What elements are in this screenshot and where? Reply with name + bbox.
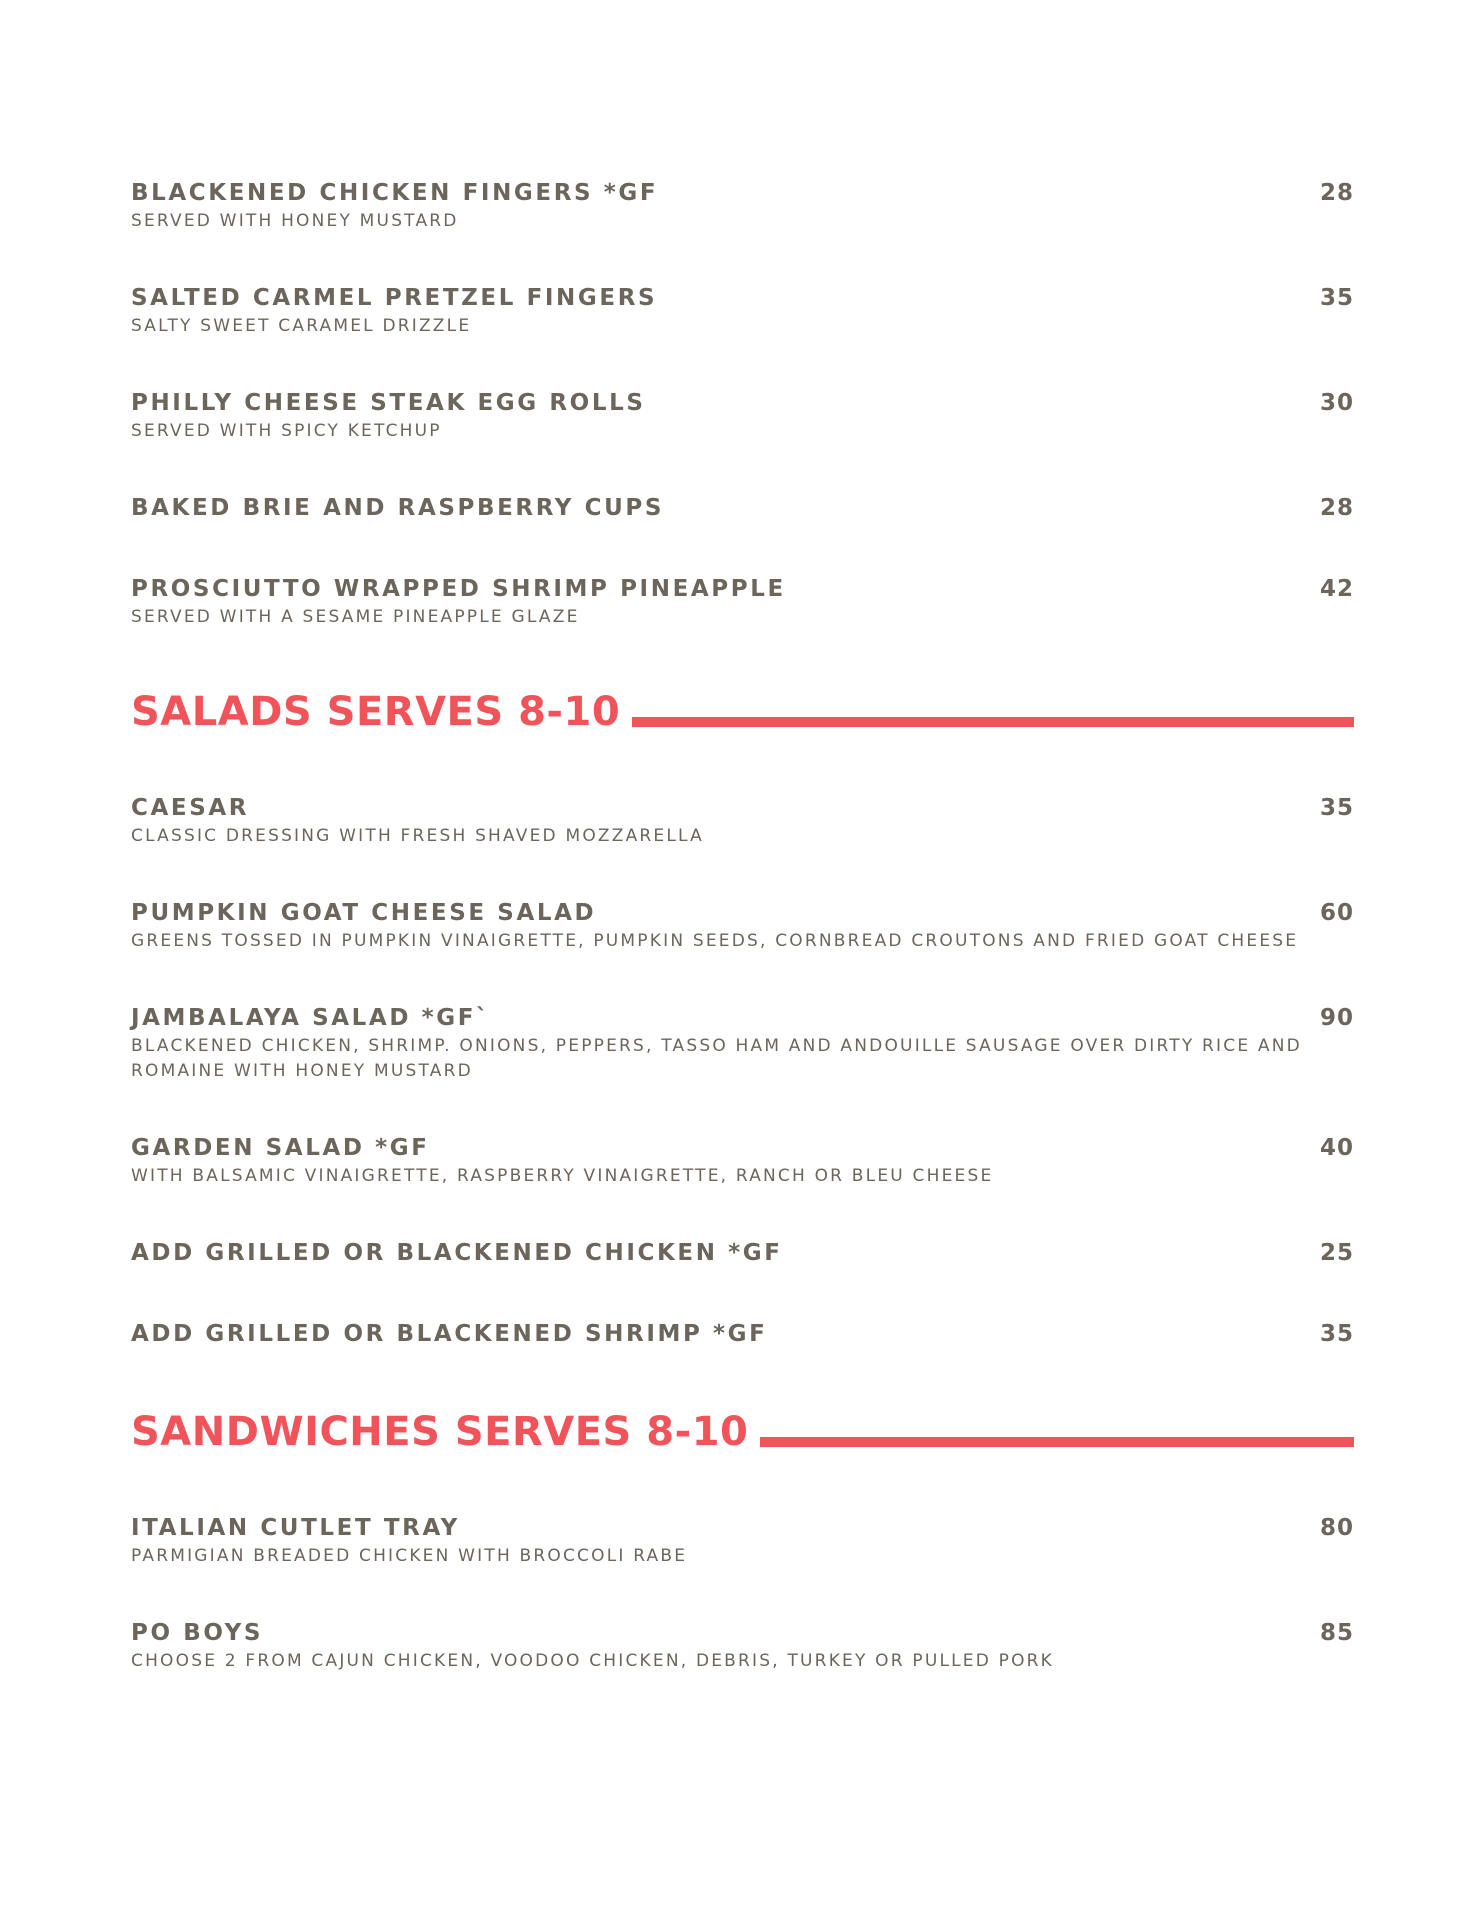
item-description: SERVED WITH A SESAME PINEAPPLE GLAZE (131, 607, 580, 627)
item-name: GARDEN SALAD *GF (131, 1135, 430, 1161)
item-name: SALTED CARMEL PRETZEL FINGERS (131, 285, 658, 311)
item-name: BLACKENED CHICKEN FINGERS *GF (131, 180, 659, 206)
item-price: 28 (1319, 180, 1354, 206)
item-price: 30 (1319, 390, 1354, 416)
item-name: PO BOYS (131, 1620, 264, 1646)
item-price: 80 (1319, 1515, 1354, 1541)
item-name: PHILLY CHEESE STEAK EGG ROLLS (131, 390, 646, 416)
item-name: PROSCIUTTO WRAPPED SHRIMP PINEAPPLE (131, 576, 786, 602)
item-description: SERVED WITH SPICY KETCHUP (131, 421, 442, 441)
item-name: PUMPKIN GOAT CHEESE SALAD (131, 900, 597, 926)
item-price: 35 (1319, 795, 1354, 821)
item-price: 42 (1319, 576, 1354, 602)
item-price: 35 (1319, 285, 1354, 311)
item-description: CLASSIC DRESSING WITH FRESH SHAVED MOZZARELLA (131, 826, 704, 846)
item-price: 40 (1319, 1135, 1354, 1161)
item-description: SERVED WITH HONEY MUSTARD (131, 211, 459, 231)
item-description: PARMIGIAN BREADED CHICKEN WITH BROCCOLI RABE (131, 1546, 688, 1566)
item-price: 85 (1319, 1620, 1354, 1646)
section-divider (632, 717, 1354, 727)
item-name: ADD GRILLED OR BLACKENED SHRIMP *GF (131, 1321, 768, 1347)
item-price: 90 (1319, 1005, 1354, 1031)
item-price: 35 (1319, 1321, 1354, 1347)
item-price: 25 (1319, 1240, 1354, 1266)
item-price: 28 (1319, 495, 1354, 521)
section-header-salads (131, 684, 1354, 740)
menu-page (131, 0, 1354, 1920)
item-price: 60 (1319, 900, 1354, 926)
item-description: WITH BALSAMIC VINAIGRETTE, RASPBERRY VINAIGRETTE, RANCH OR BLEU CHEESE (131, 1166, 994, 1186)
item-name: JAMBALAYA SALAD *GF` (131, 1005, 491, 1031)
item-description: SALTY SWEET CARAMEL DRIZZLE (131, 316, 472, 336)
item-name: CAESAR (131, 795, 250, 821)
section-title: SANDWICHES SERVES 8-10 (131, 1409, 749, 1455)
section-divider (760, 1437, 1354, 1447)
item-description: GREENS TOSSED IN PUMPKIN VINAIGRETTE, PUMPKIN SEEDS, CORNBREAD CROUTONS AND FRIED GOAT CHEESE (131, 931, 1299, 951)
section-title: SALADS SERVES 8-10 (131, 689, 621, 735)
item-description: BLACKENED CHICKEN, SHRIMP. ONIONS, PEPPERS, TASSO HAM AND ANDOUILLE SAUSAGE OVER DIRTY RICE AND ROMAINE WITH HONEY MUSTARD (131, 1036, 1302, 1081)
item-description: CHOOSE 2 FROM CAJUN CHICKEN, VOODOO CHICKEN, DEBRIS, TURKEY OR PULLED PORK (131, 1651, 1055, 1671)
section-header-sandwiches (131, 1404, 1354, 1460)
item-name: ITALIAN CUTLET TRAY (131, 1515, 460, 1541)
item-name: ADD GRILLED OR BLACKENED CHICKEN *GF (131, 1240, 783, 1266)
item-name: BAKED BRIE AND RASPBERRY CUPS (131, 495, 665, 521)
